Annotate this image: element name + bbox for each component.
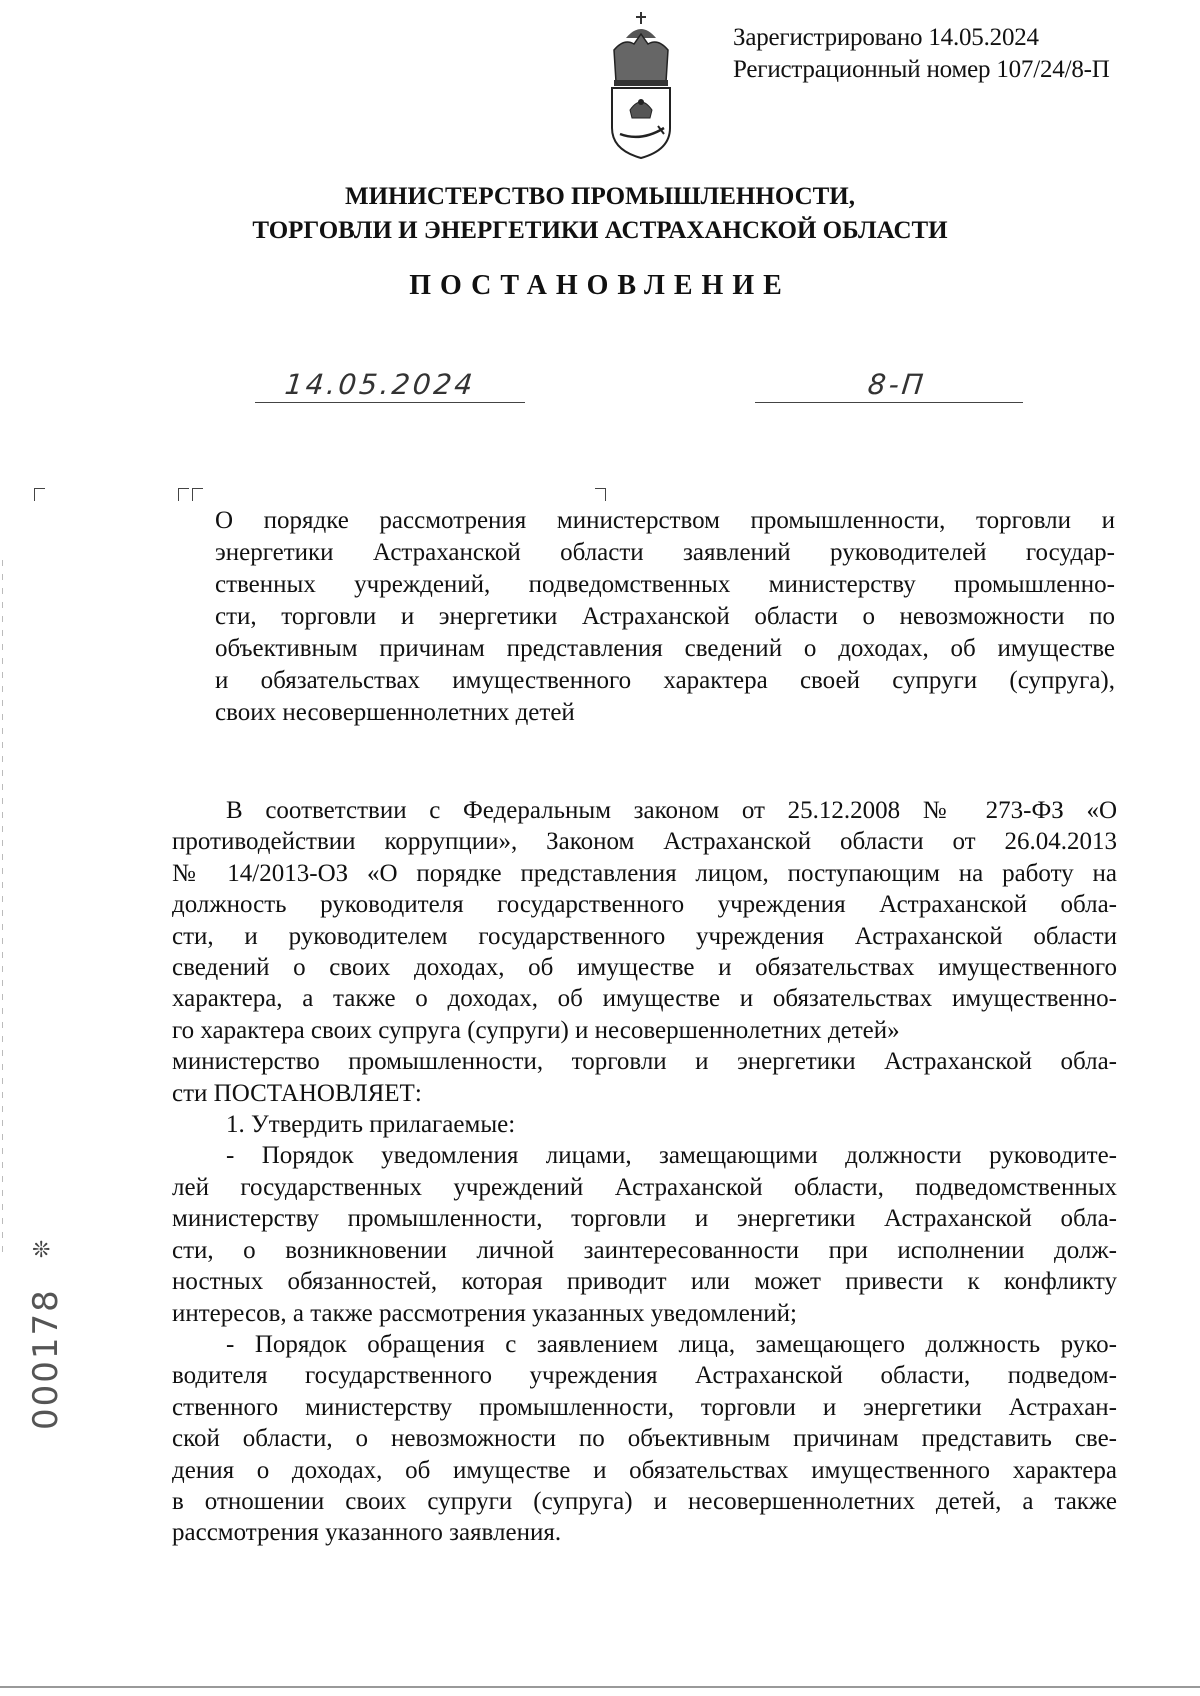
body-line: интересов, а также рассмотрения указанных уведомлений; (172, 1299, 797, 1327)
body-line: сведений о своих доходах, об имуществе и обязательствах имущественного (172, 954, 1117, 982)
document-body (172, 795, 1117, 1549)
astrakhan-coat-of-arms-icon (604, 10, 678, 160)
subject-line: ственных учреждений, подведомственных министерству промышленно- (215, 571, 1115, 598)
page-bottom-edge (0, 1686, 1200, 1688)
body-line: - Порядок обращения с заявлением лица, замещающего должность руко- (226, 1330, 1117, 1358)
ministry-name-line-1: МИНИСТЕРСТВО ПРОМЫШЛЕННОСТИ, (345, 183, 855, 210)
subject-line: объективным причинам представления сведений о доходах, об имуществе (215, 635, 1115, 662)
subject-line: О порядке рассмотрения министерством промышленности, торговли и (215, 507, 1115, 534)
bullet-paragraph-2 (172, 1329, 1117, 1549)
document-date: 14.05.2024 (283, 368, 478, 401)
document-subject (215, 505, 1115, 729)
body-line: го характера своих супруга (супруги) и несовершеннолетних детей» (172, 1016, 900, 1044)
body-line: министерству промышленности, торговли и энергетики Астраханской обла- (172, 1205, 1117, 1233)
body-line: - Порядок уведомления лицами, замещающими должности руководите- (226, 1142, 1117, 1170)
registration-date: Зарегистрировано 14.05.2024 (733, 24, 1039, 51)
subject-line: и обязательствах имущественного характера своей супруги (супруга), (215, 667, 1115, 694)
body-line: ской области, о невозможности по объективным причинам представить све- (172, 1425, 1117, 1453)
body-line: сти ПОСТАНОВЛЯЕТ: (172, 1079, 422, 1107)
body-line: сти, и руководителем государственного учреждения Астраханской области (172, 922, 1117, 950)
body-line: должность руководителя государственного учреждения Астраханской обла- (172, 891, 1117, 919)
body-line: ственного министерству промышленности, торговли и энергетики Астрахан- (172, 1393, 1117, 1421)
scan-mark-icon: ❊ (32, 1237, 51, 1262)
item-1: 1. Утвердить прилагаемые: (226, 1111, 516, 1139)
body-line: ностных обязанностей, которая приводит или может привести к конфликту (172, 1268, 1117, 1296)
body-line: В соответствии с Федеральным законом от 25.12.2008 № 273-ФЗ «О (226, 797, 1117, 824)
corner-mark (34, 488, 45, 501)
document-type: ПОСТАНОВЛЕНИЕ (409, 270, 791, 301)
body-line: рассмотрения указанного заявления. (172, 1519, 562, 1547)
corner-mark (192, 488, 203, 501)
corner-mark (178, 488, 189, 501)
page-left-edge (2, 560, 3, 1260)
subject-line: своих несовершеннолетних детей (215, 699, 575, 726)
body-line: № 14/2013-ОЗ «О порядке представления лицом, поступающим на работу на (172, 859, 1117, 887)
body-line: характера, а также о доходах, об имуществе и обязательствах имущественно- (172, 985, 1117, 1013)
body-line: министерство промышленности, торговли и энергетики Астраханской обла- (172, 1048, 1117, 1076)
body-line: дения о доходах, об имуществе и обязательствах имущественного характера (172, 1456, 1117, 1484)
subject-line: энергетики Астраханской области заявлений руководителей государ- (215, 539, 1115, 566)
body-line: сти, о возникновении личной заинтересованности при исполнении долж- (172, 1236, 1117, 1264)
body-line: в отношении своих супруги (супруга) и несовершеннолетних детей, а также (172, 1487, 1117, 1515)
body-line: водителя государственного учреждения Астраханской области, подведом- (172, 1362, 1117, 1390)
bullet-paragraph-1 (172, 1140, 1117, 1328)
corner-mark (595, 488, 606, 501)
registration-number: Регистрационный номер 107/24/8-П (733, 56, 1110, 83)
ministry-name (0, 180, 1200, 248)
body-line: противодействии коррупции», Законом Астраханской области от 26.04.2013 (172, 828, 1117, 856)
scan-serial-number: 000178 (26, 1288, 66, 1430)
preamble-paragraph (172, 795, 1117, 1046)
decree-paragraph (172, 1046, 1117, 1109)
registration-block (733, 22, 1110, 86)
document-number: 8-П (866, 368, 928, 401)
subject-line: сти, торговли и энергетики Астраханской области о невозможности по (215, 603, 1115, 630)
body-line: лей государственных учреждений Астраханской области, подведомственных (172, 1173, 1117, 1201)
ministry-name-line-2: ТОРГОВЛИ И ЭНЕРГЕТИКИ АСТРАХАНСКОЙ ОБЛАСТИ (252, 217, 948, 244)
